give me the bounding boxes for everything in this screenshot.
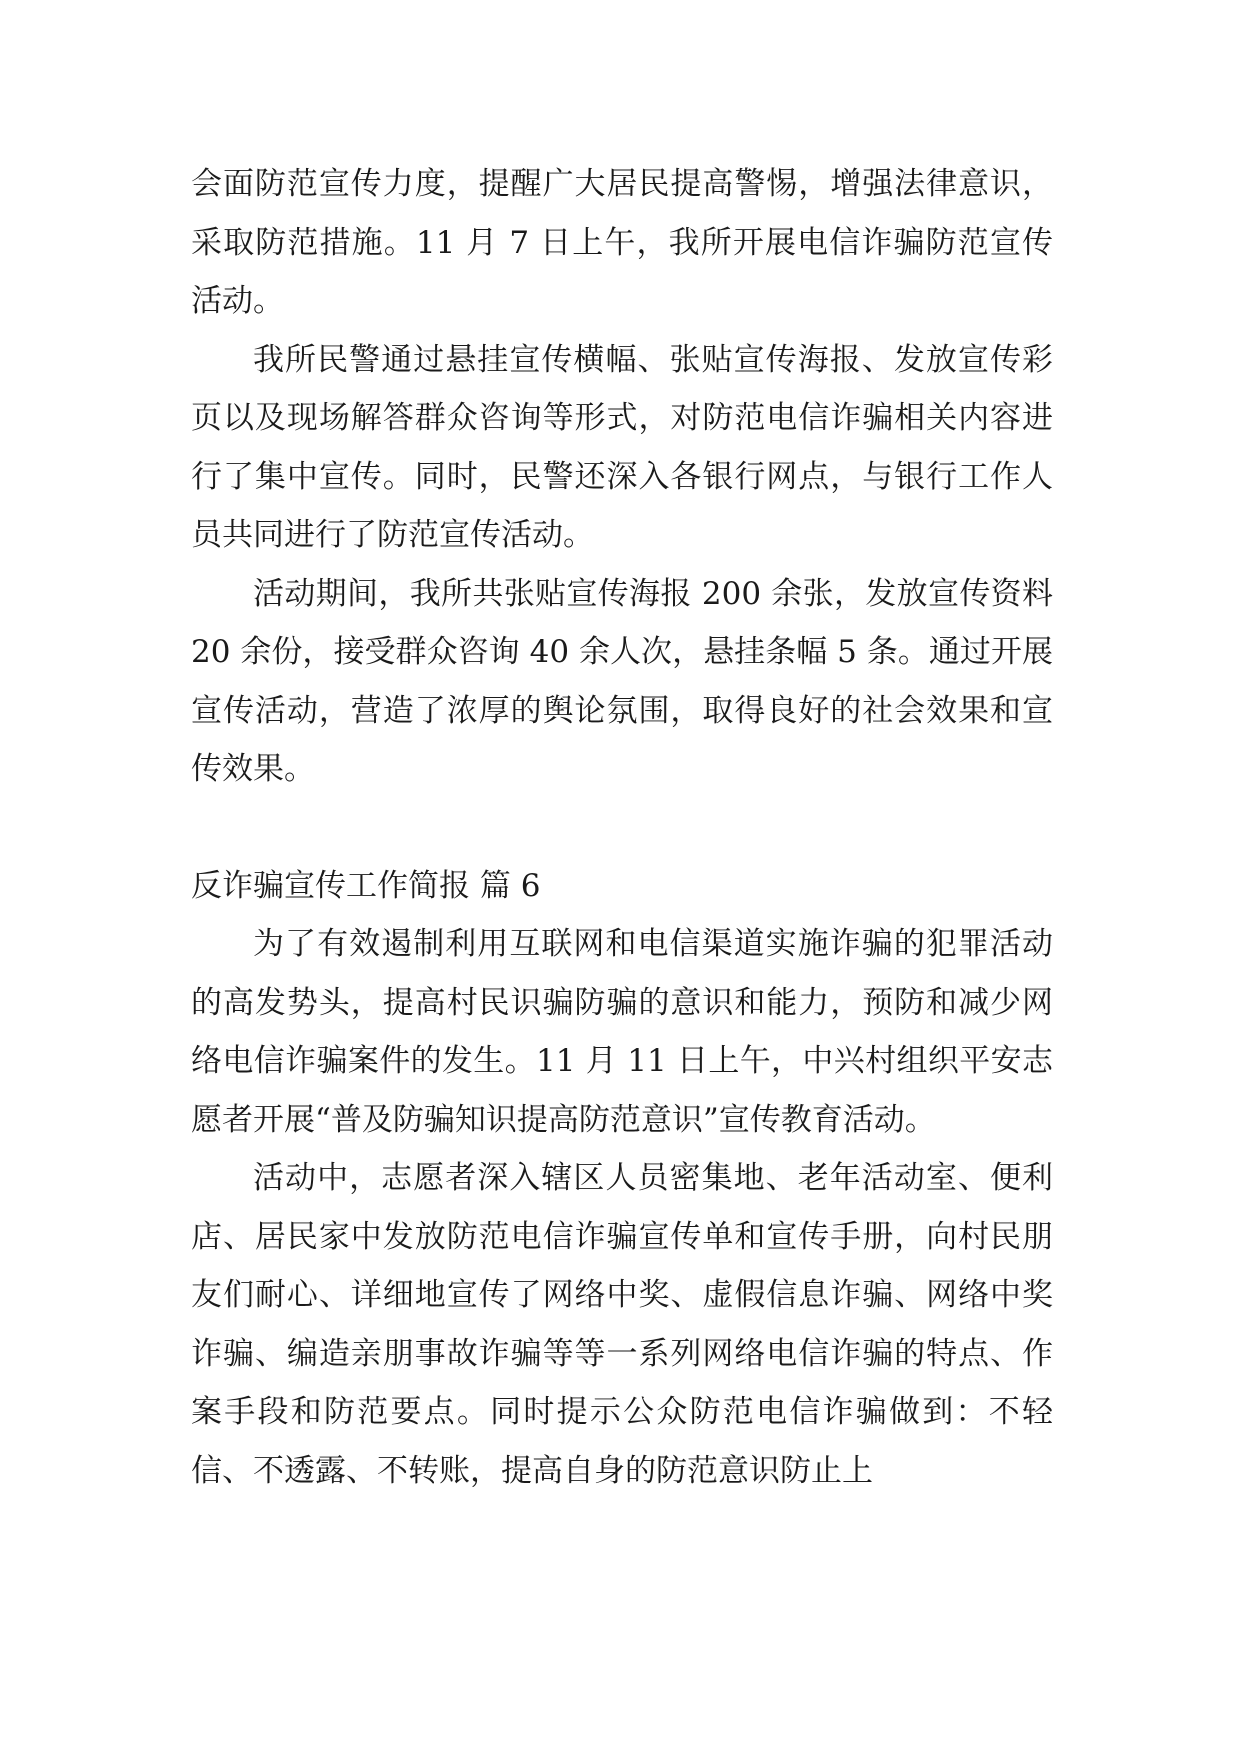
paragraph-continuation: 会面防范宣传力度，提醒广大居民提高警惕，增强法律意识，采取防范措施。11 月 7 日上午，我所开展电信诈骗防范宣传活动。 <box>191 166 1053 319</box>
paragraph-activity-forms: 我所民警通过悬挂宣传横幅、张贴宣传海报、发放宣传彩页以及现场解答群众咨询等形式，对防范电信诈骗相关内容进行了集中宣传。同时，民警还深入各银行网点，与银行工作人员共同进行了防范宣传活动。 <box>191 341 1053 553</box>
document-body <box>191 155 1053 1500</box>
paragraph-activity-results: 活动期间，我所共张贴宣传海报 200 余张，发放宣传资料 20 余份，接受群众咨询 40 余人次，悬挂条幅 5 条。通过开展宣传活动，营造了浓厚的舆论氛围，取得良好的社会效果和宣传效果。 <box>191 575 1053 787</box>
paragraph-purpose: 为了有效遏制利用互联网和电信渠道实施诈骗的犯罪活动的高发势头，提高村民识骗防骗的意识和能力，预防和减少网络电信诈骗案件的发生。11 月 11 日上午，中兴村组织平安志愿者开展“普及防骗知识提高防范意识”宣传教育活动。 <box>191 926 1053 1138</box>
section-heading: 反诈骗宣传工作简报 篇 6 <box>191 867 541 904</box>
paragraph-volunteer-activity: 活动中，志愿者深入辖区人员密集地、老年活动室、便利店、居民家中发放防范电信诈骗宣传单和宣传手册，向村民朋友们耐心、详细地宣传了网络中奖、虚假信息诈骗、网络中奖诈骗、编造亲朋事故诈骗等等一系列网络电信诈骗的特点、作案手段和防范要点。同时提示公众防范电信诈骗做到：不轻信、不透露、不转账，提高自身的防范意识防止上 <box>191 1160 1053 1489</box>
